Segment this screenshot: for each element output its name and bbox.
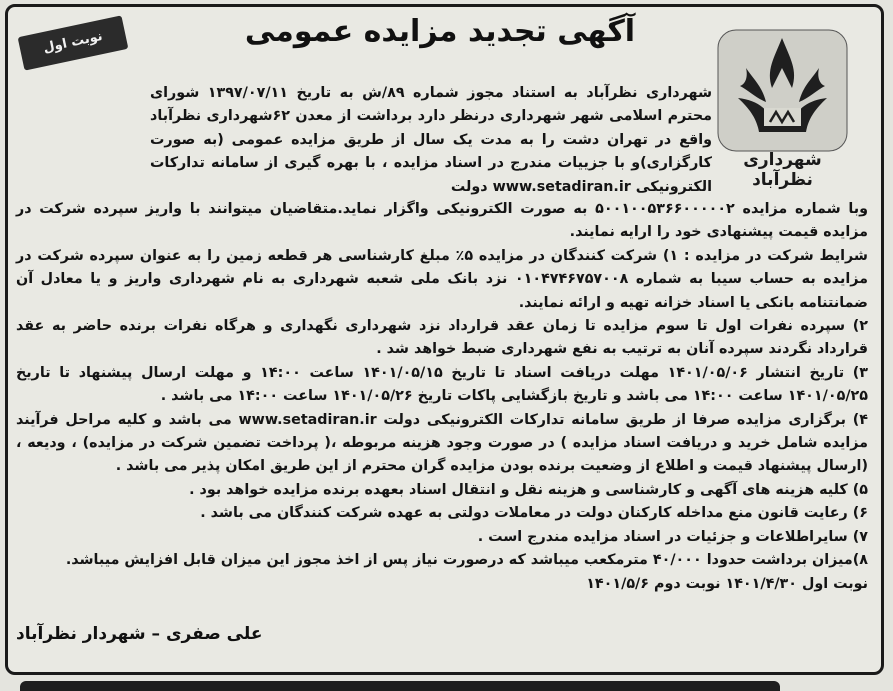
emblem-icon bbox=[716, 28, 849, 153]
bottom-divider bbox=[20, 681, 780, 691]
paragraph-auction-number: وبا شماره مزایده ۵۰۰۱۰۰۵۳۶۶۰۰۰۰۰۲ به صورت الکترونیکی واگزار نماید.متقاضیان میتوانند با واریز سپرده شرکت در مزایده قیمت پیشنهادی خود را ارایه نمایند. bbox=[16, 201, 869, 241]
paragraph-condition-4: ۴) برگزاری مزایده صرفا از طریق سامانه تدارکات الکترونیکی دولت www.setadiran.ir می باشد و کلیه مراحل فرآیند مزایده شامل خرید و دریافت اسناد مزایده ) در صورت وجود هزینه مربوطه ،( پرداخت تضمین شرکت در مزایده) ، ودیعه ، (ارسال پیشنهاد قیمت و اطلاع از وضعیت برنده بودن مزایده گران محترم از این طریق امکان پذیر می باشد . bbox=[16, 411, 869, 475]
paragraph-condition-6: ۶) رعایت قانون منع مداخله کارکنان دولت در معاملات دولتی به عهده شرکت کنندگان می باشد . bbox=[200, 505, 868, 522]
intro-paragraph: شهرداری نظرآباد به استناد مجوز شماره ۸۹/ش به تاریخ ۱۳۹۷/۰۷/۱۱ شورای محترم اسلامی شهر شهرداری درنظر دارد برداشت از معدن ۶۲شهرداری نظرآباد واقع در تهران دشت را به مدت یک سال از طریق مزایده عمومی (به صورت کارگزاری)و با جزییات مندرج در اسناد مزایده ، با بهره گیری از سامانه تدارکات الکترونیکی www.setadiran.ir دولت bbox=[150, 85, 712, 195]
notice-title: آگهی تجدید مزایده عمومی bbox=[244, 14, 636, 49]
publication-dates: نوبت اول ۱۴۰۱/۴/۳۰ نوبت دوم ۱۴۰۱/۵/۶ bbox=[586, 575, 868, 592]
publication-round-badge: نوبت اول bbox=[18, 15, 129, 70]
paragraph-condition-2: ۲) سپرده نفرات اول تا سوم مزایده تا زمان عقد قرارداد نزد شهرداری نگهداری و هرگاه نفرات برنده حاضر به عقد قرارداد نگردند سپرده آنان به ترتیب به نفع شهرداری ضبط خواهد شد . bbox=[16, 318, 868, 358]
municipality-logo bbox=[716, 28, 849, 190]
notice-body bbox=[16, 198, 868, 596]
paragraph-condition-7: ۷) سایراطلاعات و جزئیات در اسناد مزایده مندرج است . bbox=[477, 528, 868, 545]
paragraph-condition-8: ۸)میزان برداشت حدودا ۴۰/۰۰۰ مترمکعب میباشد که درصورت نیاز پس از اخذ مجوز این میزان قابل افزایش میباشد. bbox=[65, 552, 868, 569]
mayor-signature: علی صفری – شهردار نظرآباد bbox=[16, 624, 263, 644]
paragraph-condition-3: ۳) تاریخ انتشار ۱۴۰۱/۰۵/۰۶ مهلت دریافت اسناد تا تاریخ ۱۴۰۱/۰۵/۱۵ ساعت ۱۴:۰۰ و مهلت ارسال پیشنهاد تا تاریخ ۱۴۰۱/۰۵/۲۵ ساعت ۱۴:۰۰ می باشد و تاریخ بازگشایی پاکات تاریخ ۱۴۰۱/۰۵/۲۶ ساعت ۱۴:۰۰ می باشد . bbox=[16, 364, 869, 405]
paragraph-condition-5: ۵) کلیه هزینه های آگهی و کارشناسی و هزینه نقل و انتقال اسناد بعهده برنده مزایده خواهد بود . bbox=[189, 481, 868, 498]
paragraph-condition-1: شرایط شرکت در مزایده : ۱) شرکت کنندگان در مزایده ۵٪ مبلغ کارشناسی هر قطعه زمین را به عنوان سپرده شرکت در مزایده به حساب سیبا به شماره ۰۱۰۴۷۴۶۷۵۷۰۰۸ نزد بانک ملی شعبه شهرداری به نام شهرداری واریز و یا معادل آن ضمانتنامه بانکی یا اسناد خزانه تهیه و ارائه نمایند. bbox=[16, 247, 868, 311]
logo-caption: شهرداری نظرآباد bbox=[743, 150, 822, 190]
